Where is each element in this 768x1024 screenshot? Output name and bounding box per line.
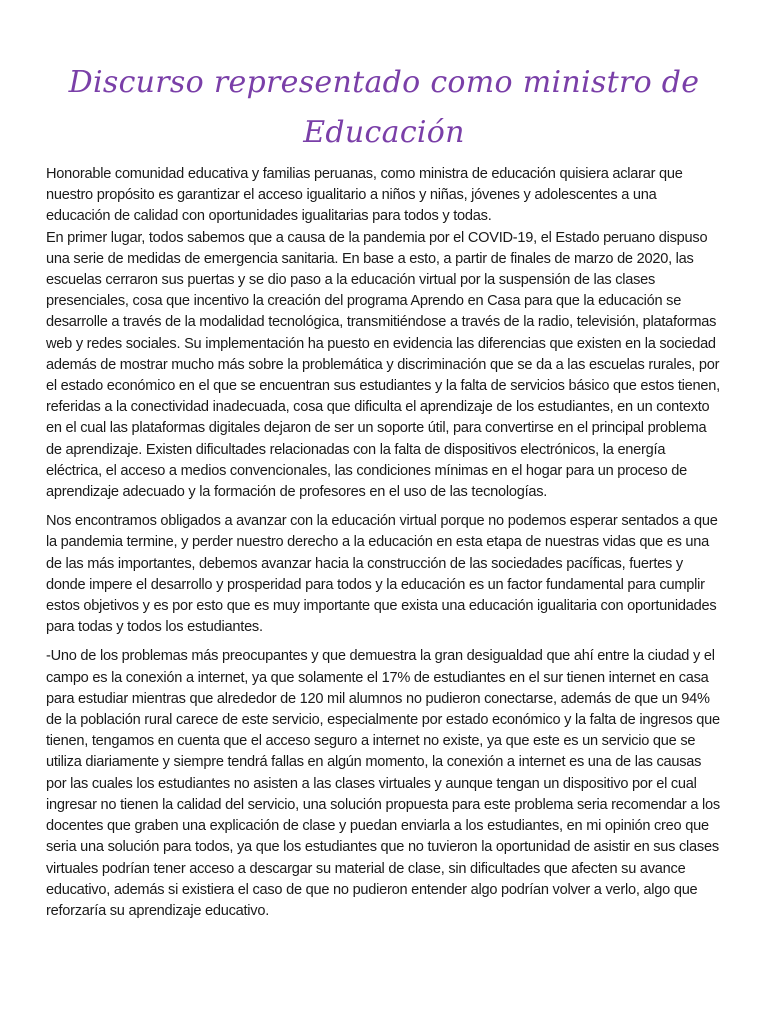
document-body: [46, 164, 722, 922]
page-title: [60, 58, 708, 158]
paragraph-context: En primer lugar, todos sabemos que a causa de la pandemia por el COVID-19, el Estado peruano dispuso una serie de medidas de emergencia sanitaria. En base a esto, a partir de finales de marzo de 2020, las escuelas cerraron sus puertas y se dio paso a la educación virtual por la suspensión de las clases presenciales, cosa que incentivo la creación del programa Aprendo en Casa para que la educación se desarrolle a través de la modalidad tecnológica, transmitiéndose a través de la radio, televisión, plataformas web y redes sociales. Su implementación ha puesto en evidencia las diferencias que existen en la sociedad además de mostrar mucho más sobre la problemática y discriminación que se da a las escuelas rurales, por el estado económico en el que se encuentran sus estudiantes y la falta de servicios básico que estos tienen, referidas a la conectividad inadecuada, cosa que dificulta el aprendizaje de los estudiantes, en un contexto en el cual las plataformas digitales dejaron de ser un soporte útil, para convertirse en el principal problema de aprendizaje. Existen dificultades relacionadas con la falta de dispositivos electrónicos, la energía eléctrica, el acceso a medios convencionales, las condiciones mínimas en el hogar para un proceso de aprendizaje adecuado y la formación de profesores en el uso de las tecnologías.: [46, 229, 720, 501]
paragraph-virtual-education: Nos encontramos obligados a avanzar con la educación virtual porque no podemos esperar sentados a que la pandemia termine, y perder nuestro derecho a la educación en esta etapa de nuestras vidas que es una de las más importantes, debemos avanzar hacia la construcción de las sociedades pacíficas, fuertes y donde impere el desarrollo y prosperidad para todos y la educación es un factor fundamental para cumplir estos objetivos y es por esto que es muy importante que exista una educación igualitaria con oportunidades para todas y todos los estudiantes.: [46, 513, 718, 636]
title-line-1: Discurso representado como ministro de: [68, 65, 700, 100]
title-line-2: Educación: [303, 115, 465, 150]
paragraph-intro: Honorable comunidad educativa y familias peruanas, como ministra de educación quisiera aclarar que nuestro propósito es garantizar el acceso igualitario a niños y niñas, jóvenes y adolescentes a una educación de calidad con oportunidades igualitarias para todos y todas.: [46, 166, 683, 225]
paragraph-internet-problem: -Uno de los problemas más preocupantes y que demuestra la gran desigualdad que ahí entre la ciudad y el campo es la conexión a internet, ya que solamente el 17% de estudiantes en el sur tienen internet en casa para estudiar mientras que alrededor de 120 mil alumnos no pudieron conectarse, además de que un 94% de la población rural carece de este servicio, especialmente por estado económico y la falta de ingresos que tienen, tengamos en cuenta que el acceso seguro a internet no existe, ya que este es un servicio que se utiliza diariamente y siempre tendrá fallas en algún momento, la conexión a internet es una de las causas por las cuales los estudiantes no asisten a las clases virtuales y aunque tengan un dispositivo por el cual ingresar no tienen la calidad del servicio, una solución propuesta para este problema seria recomendar a los docentes que graben una explicación de clase y puedan enviarla a los estudiantes, en mi opinión creo que seria una solución para todos, ya que los estudiantes que no tuvieron la oportunidad de asistir en sus clases virtuales podrían tener acceso a descargar su material de clase, sin dificultades que afecten su avance educativo, además si existiera el caso de que no pudieron entender algo podrían volver a verlo, algo que reforzaría su aprendizaje educativo.: [46, 648, 720, 919]
